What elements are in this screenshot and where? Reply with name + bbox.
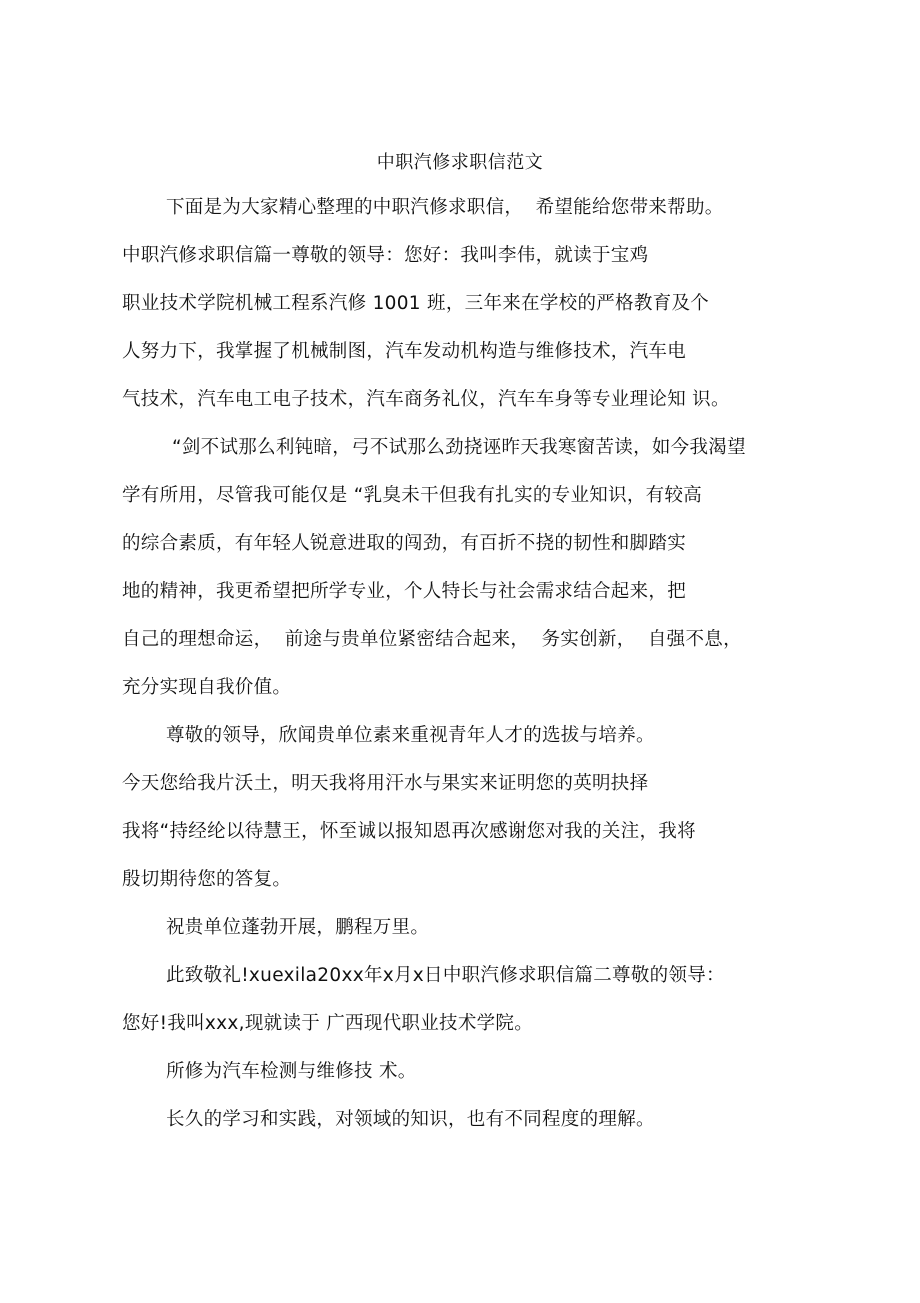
paragraph-line: 下面是为大家精心整理的中职汽修求职信， 希望能给您带来帮助。 <box>166 197 724 218</box>
paragraph-line: 人努力下，我掌握了机械制图，汽车发动机构造与维修技术，汽车电 <box>122 341 687 362</box>
paragraph-line: 学有所用，尽管我可能仅是 “乳臭未干但我有扎实的专业知识，有较高 <box>122 485 703 506</box>
paragraph-line: 地的精神，我更希望把所学专业，个人特长与社会需求结合起来，把 <box>122 581 687 602</box>
paragraph-line: 气技术，汽车电工电子技术，汽车商务礼仪，汽车车身等专业理论知 识。 <box>122 389 730 410</box>
paragraph-line: 殷切期待您的答复。 <box>122 869 292 890</box>
paragraph-line: 尊敬的领导，欣闻贵单位素来重视青年人才的选拔与培养。 <box>166 725 655 746</box>
paragraph-line: 我将“持经纶以待慧王，怀至诚以报知恩再次感谢您对我的关注，我将 <box>122 821 696 842</box>
paragraph-line: 祝贵单位蓬勃开展，鹏程万里。 <box>166 917 430 938</box>
paragraph-line: “剑不试那么利钝暗，弓不试那么劲挠诬昨天我寒窗苦读，如今我渴望 <box>172 437 746 458</box>
paragraph-line: 您好!我叫xxx,现就读于 广西现代职业技术学院。 <box>122 1013 534 1034</box>
paragraph-line: 长久的学习和实践，对领域的知识，也有不同程度的理解。 <box>166 1109 655 1130</box>
paragraph-line: 自己的理想命运， 前途与贵单位紧密结合起来， 务实创新， 自强不息， <box>122 629 742 650</box>
document-title: 中职汽修求职信范文 <box>376 152 544 173</box>
paragraph-line: 的综合素质，有年轻人锐意进取的闯劲，有百折不挠的韧性和脚踏实 <box>122 533 687 554</box>
paragraph-line: 今天您给我片沃土，明天我将用汗水与果实来证明您的英明抉择 <box>122 773 649 794</box>
paragraph-line: 所修为汽车检测与维修技 术。 <box>166 1061 417 1082</box>
paragraph-line: 此致敬礼!xuexila20xx年x月x日中职汽修求职信篇二尊敬的领导： <box>166 965 725 986</box>
paragraph-line: 充分实现自我价值。 <box>122 677 292 698</box>
paragraph-line: 中职汽修求职信篇一尊敬的领导：您好：我叫李伟，就读于宝鸡 <box>122 245 649 266</box>
paragraph-line: 职业技术学院机械工程系汽修 1001 班，三年来在学校的严格教育及个 <box>122 293 710 314</box>
